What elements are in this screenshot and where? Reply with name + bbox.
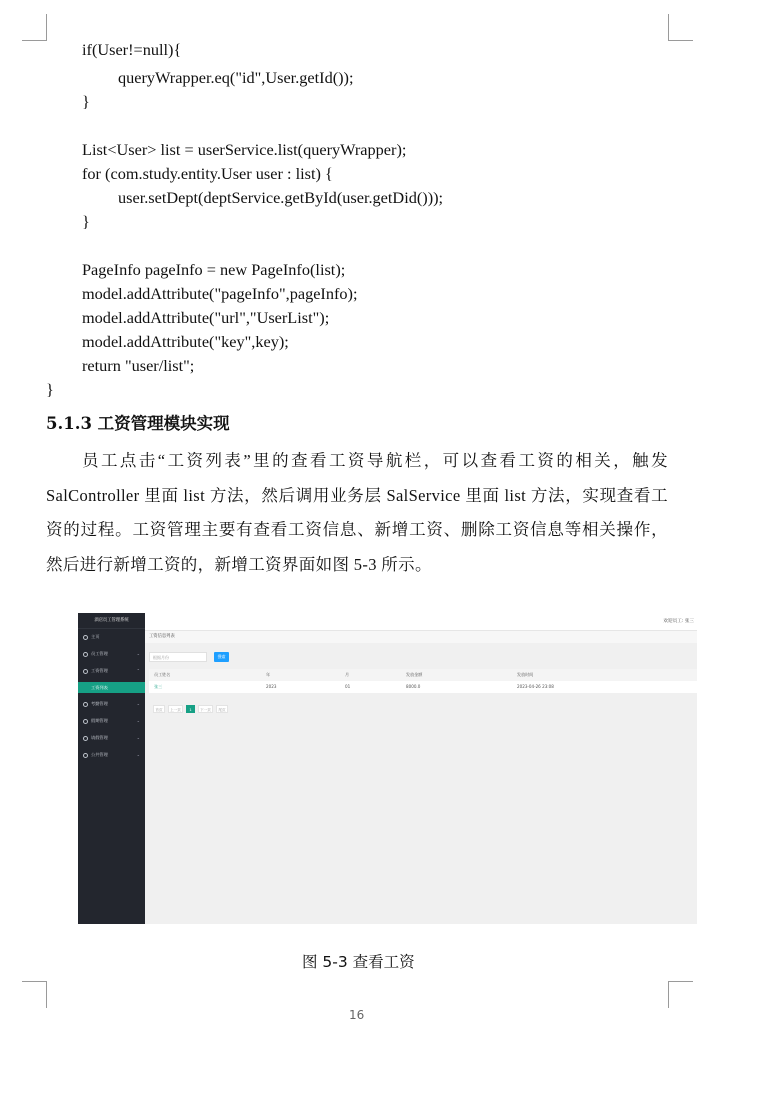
code-line: PageInfo pageInfo = new PageInfo(list);: [82, 260, 346, 279]
column-header: 年: [266, 672, 271, 677]
sidebar: [78, 613, 145, 924]
code-line: List<User> list = userService.list(queryWrapper);: [82, 140, 407, 159]
table-cell: 8000.0: [406, 684, 421, 689]
table-cell: 2023-04-26 23:08: [517, 684, 554, 689]
code-line: user.setDept(deptService.getById(user.getDid()));: [118, 188, 444, 207]
search-input[interactable]: 根据月份: [149, 652, 207, 662]
chevron-up-icon: ⌃: [136, 668, 140, 673]
chevron-down-icon: ⌄: [136, 752, 140, 757]
table-cell: 01: [345, 684, 351, 689]
code-line: for (com.study.entity.User user : list) {: [82, 164, 333, 183]
top-bar: [145, 613, 697, 631]
search-button[interactable]: 搜索: [214, 652, 229, 662]
code-line: model.addAttribute("url","UserList");: [82, 308, 330, 327]
sidebar-item-home[interactable]: [78, 631, 145, 643]
code-line: if(User!=null){: [82, 40, 182, 59]
crop-mark-bottom-left: [22, 981, 47, 1008]
figure-screenshot: [78, 613, 697, 924]
code-line: }: [82, 92, 90, 111]
sidebar-item-label: 请假管理: [91, 735, 108, 740]
app-title: 酒店员工管理系统: [78, 613, 145, 629]
salary-table: [149, 669, 697, 693]
sidebar-item-staff[interactable]: [78, 648, 145, 660]
table-cell[interactable]: 张三: [154, 684, 163, 689]
sidebar-item-label: 员工管理: [91, 651, 108, 656]
column-header: 月: [345, 672, 350, 677]
crop-mark-top-left: [22, 14, 47, 41]
code-line: queryWrapper.eq("id",User.getId());: [118, 68, 354, 87]
sidebar-item-label: 公共管理: [91, 752, 108, 757]
user-menu[interactable]: 欢迎员工: 张三: [663, 619, 694, 624]
sidebar-item-label: 主页: [91, 634, 100, 639]
pager-current[interactable]: 1: [186, 705, 195, 713]
crop-mark-top-right: [668, 14, 693, 41]
figure-caption: 图 5-3 查看工资: [302, 953, 415, 971]
sidebar-item-label: 考勤管理: [91, 701, 108, 706]
column-header: 员工姓名: [154, 672, 171, 677]
pager-next[interactable]: 下一页: [198, 705, 213, 713]
grid-icon: [83, 753, 88, 758]
column-header: 发放金额: [406, 672, 423, 677]
sidebar-item-attendance[interactable]: [78, 698, 145, 710]
calendar-icon: [83, 719, 88, 724]
table-row: [149, 681, 697, 693]
sidebar-item-label: 假期管理: [91, 718, 108, 723]
sidebar-item-salary[interactable]: [78, 665, 145, 677]
home-icon: [83, 635, 88, 640]
pager-first[interactable]: 首页: [153, 705, 165, 713]
code-line: }: [46, 380, 54, 399]
clock-icon: [83, 702, 88, 707]
code-line: return "user/list";: [82, 356, 195, 375]
user-icon: [83, 652, 88, 657]
sidebar-item-label: 工资管理: [91, 668, 108, 673]
sidebar-item-leave[interactable]: [78, 732, 145, 744]
sidebar-item-holiday[interactable]: [78, 715, 145, 727]
section-heading: 5.1.3 工资管理模块实现: [46, 414, 230, 433]
code-line: model.addAttribute("key",key);: [82, 332, 289, 351]
sidebar-item-salary-list[interactable]: [78, 682, 145, 693]
page-number: 16: [349, 1008, 365, 1022]
table-header: [149, 669, 697, 681]
chevron-down-icon: ⌄: [136, 735, 140, 740]
chevron-down-icon: ⌄: [136, 718, 140, 723]
breadcrumb: [145, 631, 697, 643]
column-header: 发放时间: [517, 672, 534, 677]
pager-last[interactable]: 尾页: [216, 705, 228, 713]
sidebar-item-public[interactable]: [78, 749, 145, 761]
code-line: }: [82, 212, 90, 231]
chevron-down-icon: ⌄: [136, 651, 140, 656]
code-line: model.addAttribute("pageInfo",pageInfo);: [82, 284, 358, 303]
chevron-down-icon: ⌄: [136, 701, 140, 706]
table-cell: 2023: [266, 684, 277, 689]
crop-mark-bottom-right: [668, 981, 693, 1008]
body-paragraph: 员工点击“工资列表”里的查看工资导航栏，可以查看工资的相关，触发 SalController 里面 list 方法，然后调用业务层 SalService 里面 list 方法，实现查看工资的过程。工资管理主要有查看工资信息、新增工资、删除工资信息等相关操作，然后进行新增工资的，新增工资界面如图 5-3 所示。: [46, 451, 668, 574]
page-title: 工资信息列表: [149, 634, 175, 639]
pager-prev[interactable]: 上一页: [168, 705, 183, 713]
sidebar-item-label: 工资列表: [91, 685, 108, 690]
money-icon: [83, 669, 88, 674]
document-icon: [83, 736, 88, 741]
